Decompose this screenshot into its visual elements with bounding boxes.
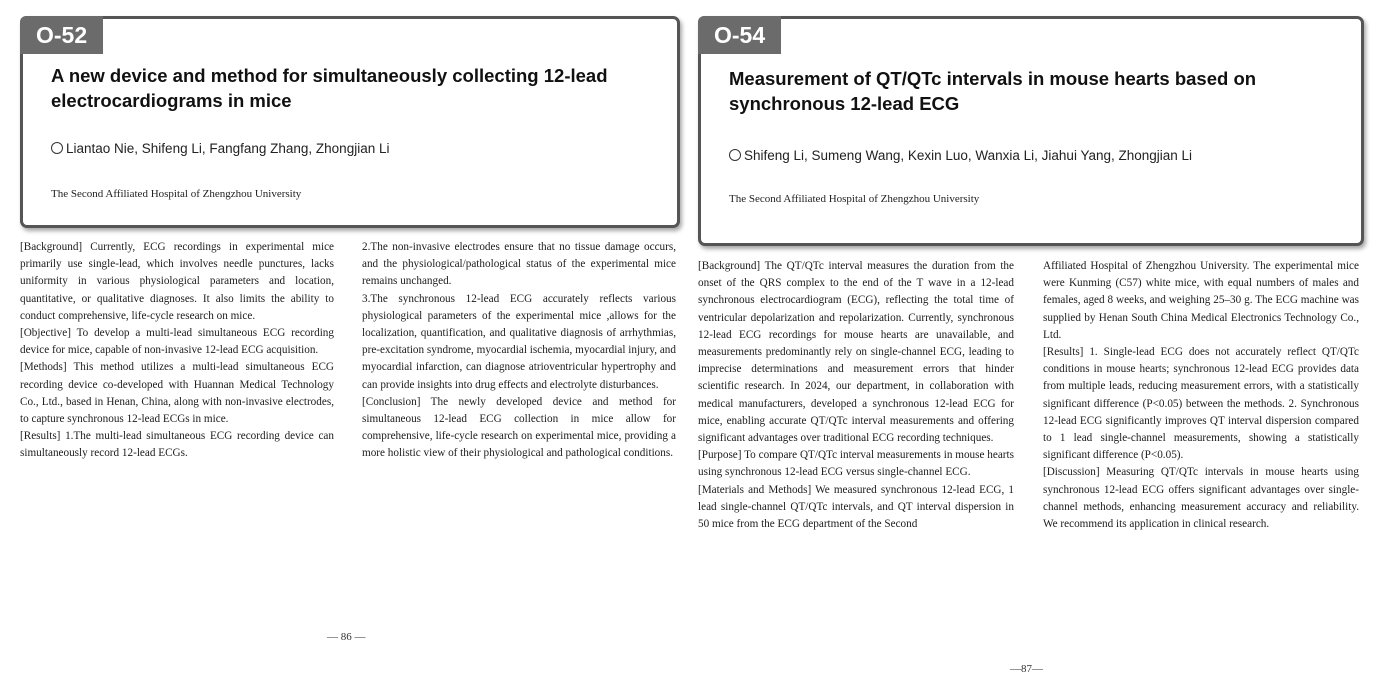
affiliation: The Second Affiliated Hospital of Zhengzhou University bbox=[51, 188, 302, 200]
paragraph-background: [Background] The QT/QTc interval measures the duration from the onset of the QRS complex to the end of the T wave in a 12-lead synchronous electrocardiogram (ECG), reflecting the total time of ventricular depolarization and repolarization. Currently, synchronous 12-lead ECG recordings for mouse hearts are unavailable, and measurements predominantly rely on single-channel ECG, leading to imprecise determinations and measurement errors that hinder scientific research. In 2024, our department, in collaboration with medical manufacturers, developed a synchronous 12-lead ECG for mice, enabling accurate QT/QTc interval measurements and offering significant advantages over traditional ECG recording techniques. bbox=[698, 260, 1014, 445]
abstract-header-box-o54 bbox=[698, 16, 1364, 246]
paragraph-methods: [Methods] This method utilizes a multi-lead simultaneous ECG recording device co-developed with Huannan Medical Technology Co., Ltd., based in Henan, China, along with non-invasive electrodes, to capture synchronous 12-lead ECGs in mice. bbox=[20, 361, 334, 426]
author-names: Liantao Nie, Shifeng Li, Fangfang Zhang, Zhongjian Li bbox=[66, 141, 390, 156]
author-names: Shifeng Li, Sumeng Wang, Kexin Luo, Wanxia Li, Jiahui Yang, Zhongjian Li bbox=[744, 148, 1193, 163]
title-line-1: Measurement of QT/QTc intervals in mouse hearts based on bbox=[729, 68, 1257, 89]
abstract-column-1 bbox=[698, 258, 1014, 533]
paragraph-result-3: 3.The synchronous 12-lead ECG accurately reflects various physiological parameters of the experimental mice ,allows for the localization, quantification, and qualitative diagnosis of arrhythmias, pre-excitation syndrome, myocardial ischemia, myocardial injury, and myocardial infarction, can diagnose atrioventricular hypertrophy and can provide insights into drug effects and electrolyte disturbances. bbox=[362, 292, 676, 391]
paragraph-materials-methods: [Materials and Methods] We measured synchronous 12-lead ECG, 1 lead single-channel QT/QTc intervals, and QT interval dispersion in 50 mice from the ECG department of the Second bbox=[698, 483, 1014, 531]
abstract-id-tag: O-54 bbox=[698, 16, 781, 54]
abstract-header-box-o52 bbox=[20, 16, 680, 228]
title-line-2: electrocardiograms in mice bbox=[51, 90, 292, 111]
paragraph-background: [Background] Currently, ECG recordings in experimental mice primarily use single-lead, which involves needle punctures, lacks uniformity in various physiological parameters and location, quantitative, or qualitative diagnoses. It also limits the ability to conduct comprehensive, life-cycle research on mice. bbox=[20, 241, 334, 322]
title-line-1: A new device and method for simultaneously collecting 12-lead bbox=[51, 65, 608, 86]
paragraph-objective: [Objective] To develop a multi-lead simultaneous ECG recording device for mice, capable of non-invasive 12-lead ECG acquisition. bbox=[20, 327, 334, 357]
page-number: —87— bbox=[1010, 663, 1043, 675]
presenter-circle-icon bbox=[729, 149, 741, 161]
affiliation: The Second Affiliated Hospital of Zhengzhou University bbox=[729, 193, 980, 205]
page-number: — 86 — bbox=[327, 631, 366, 643]
paragraph-materials-continued: Affiliated Hospital of Zhengzhou University. The experimental mice were Kunming (C57) white mice, with equal numbers of males and females, aged 8 weeks, and weighing 25–30 g. The ECG machine was supplied by Henan South China Medical Electronics Technology Co., Ltd. bbox=[1043, 260, 1359, 341]
paragraph-purpose: [Purpose] To compare QT/QTc interval measurements in mouse hearts using synchronous 12-lead ECG versus single-channel ECG. bbox=[698, 449, 1014, 479]
title-line-2: synchronous 12-lead ECG bbox=[729, 93, 960, 114]
abstract-title bbox=[51, 63, 661, 113]
abstract-column-1 bbox=[20, 239, 334, 463]
paragraph-discussion: [Discussion] Measuring QT/QTc intervals in mouse hearts using synchronous 12-lead ECG offers significant advantages over single-channel methods, enhancing measurement accuracy and reliability. We recommend its application in clinical research. bbox=[1043, 466, 1359, 531]
paragraph-results: [Results] 1.The multi-lead simultaneous ECG recording device can simultaneously record 12-lead ECGs. bbox=[20, 430, 334, 460]
paragraph-results: [Results] 1. Single-lead ECG does not accurately reflect QT/QTc conditions in mouse hearts; synchronous 12-lead ECG provides data from multiple leads, reducing measurement errors, with a statistically significant difference (P<0.05) between the methods. 2. Synchronous 12-lead ECG significantly improves QT interval dispersion compared to 1 lead single-channel measurements, showing a statistically significant difference (P<0.05). bbox=[1043, 346, 1359, 462]
right-page bbox=[690, 0, 1378, 689]
abstract-title bbox=[729, 66, 1349, 116]
paragraph-result-2: 2.The non-invasive electrodes ensure that no tissue damage occurs, and the physiological/pathological status of the experimental mice remains unchanged. bbox=[362, 241, 676, 288]
presenter-circle-icon bbox=[51, 142, 63, 154]
paragraph-conclusion: [Conclusion] The newly developed device and method for simultaneous 12-lead ECG collection in mice allow for comprehensive, life-cycle research on experimental mice, providing a more holistic view of their physiological and pathological conditions. bbox=[362, 395, 676, 460]
abstract-column-2 bbox=[362, 239, 676, 463]
author-list bbox=[729, 147, 1192, 165]
author-list bbox=[51, 140, 389, 158]
abstract-column-2 bbox=[1043, 258, 1359, 533]
abstract-id-tag: O-52 bbox=[20, 16, 103, 54]
